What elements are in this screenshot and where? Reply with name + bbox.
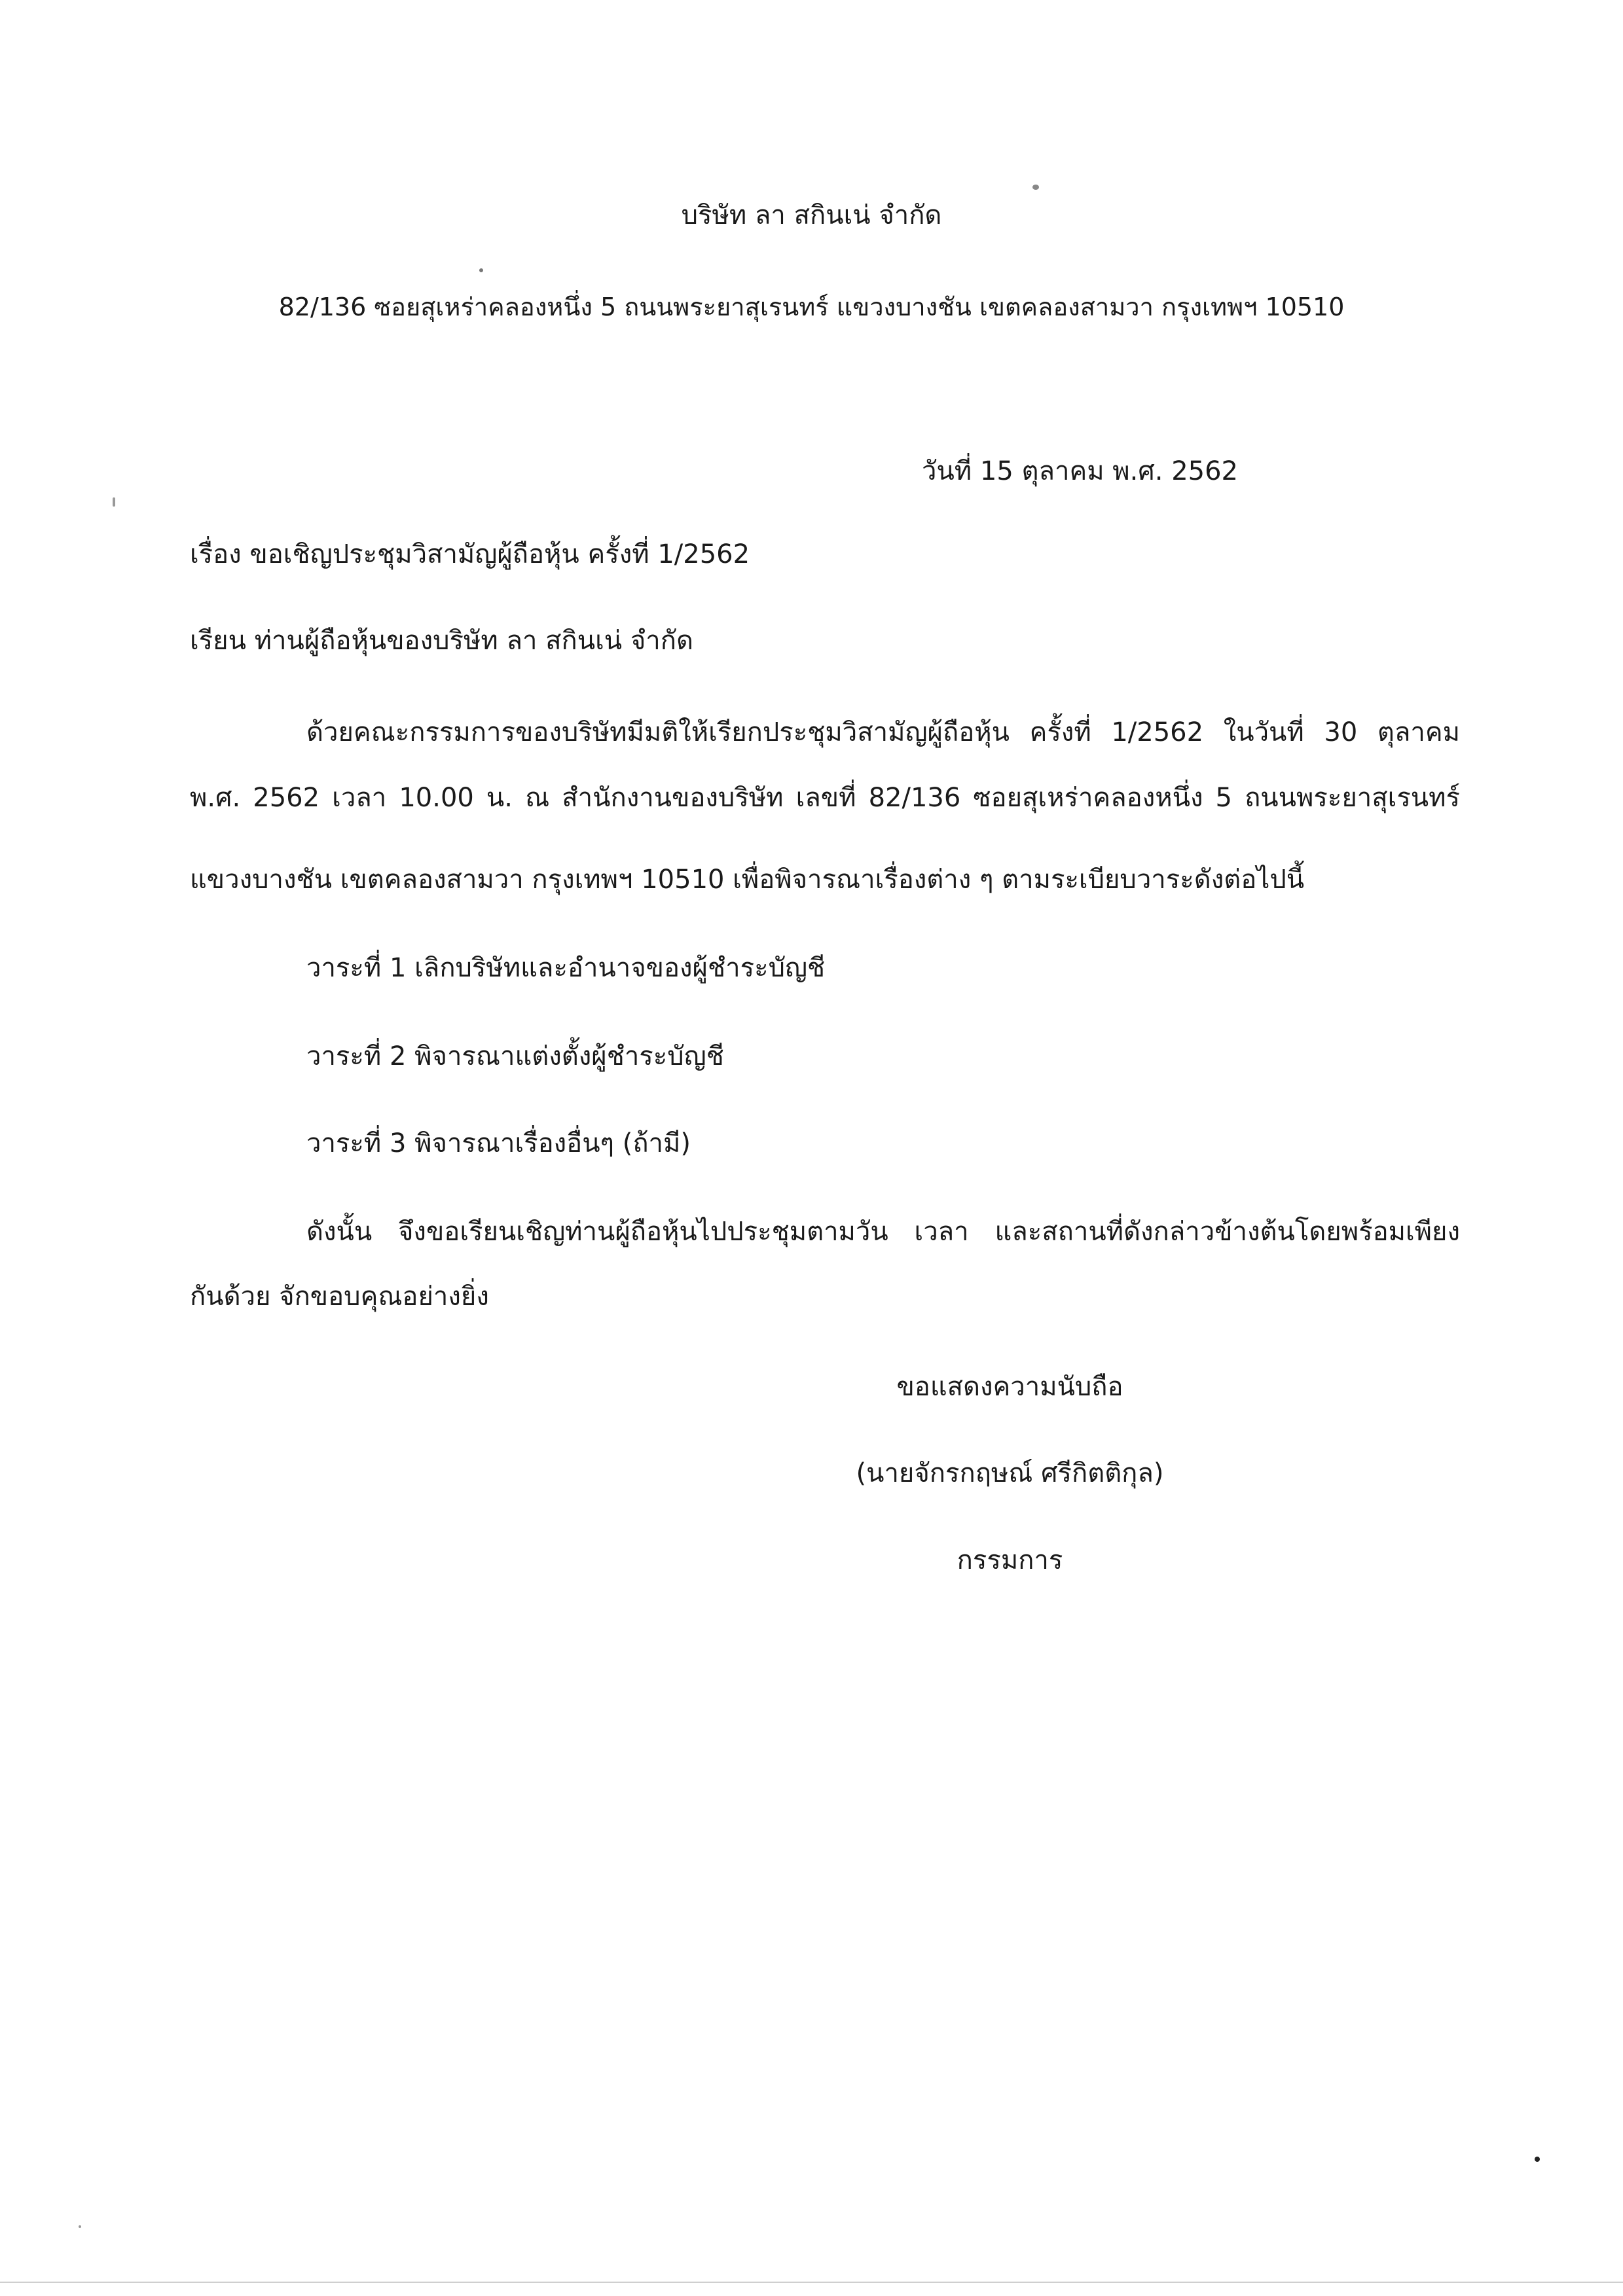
scan-speck: [113, 497, 115, 507]
agenda-item-2: วาระที่ 2 พิจารณาแต่งตั้งผู้ชำระบัญชี: [306, 1041, 724, 1071]
company-address: 82/136 ซอยสุเหร่าคลองหนึ่ง 5 ถนนพระยาสุเรนทร์ แขวงบางชัน เขตคลองสามวา กรุงเทพฯ 10510: [278, 293, 1345, 321]
agenda-item-3: วาระที่ 3 พิจารณาเรื่องอื่นๆ (ถ้ามี): [306, 1128, 691, 1158]
sign-off: ขอแสดงความนับถือ: [896, 1372, 1123, 1402]
signatory-name: (นายจักรกฤษณ์ ศรีกิตติกุล): [856, 1458, 1164, 1488]
closing-line-1: ดังนั้น จึงขอเรียนเชิญท่านผู้ถือหุ้นไปประชุมตามวัน เวลา และสถานที่ดังกล่าวข้างต้นโดยพร้อมเพียง: [306, 1217, 1460, 1247]
letter-subject: เรื่อง ขอเชิญประชุมวิสามัญผู้ถือหุ้น ครั้งที่ 1/2562: [190, 539, 750, 569]
signatory-position: กรรมการ: [957, 1545, 1063, 1575]
scan-speck: [1535, 2157, 1540, 2162]
scan-speck: [479, 268, 483, 272]
closing-line-2: กันด้วย จักขอบคุณอย่างยิ่ง: [190, 1282, 489, 1312]
scan-speck: [1032, 185, 1039, 190]
letter-recipient: เรียน ท่านผู้ถือหุ้นของบริษัท ลา สกินเน่ จำกัด: [190, 626, 693, 656]
body-line-3: แขวงบางชัน เขตคลองสามวา กรุงเทพฯ 10510 เพื่อพิจารณาเรื่องต่าง ๆ ตามระเบียบวาระดังต่อไปนี้: [190, 865, 1305, 895]
scan-bottom-edge: [0, 2282, 1623, 2283]
company-name: บริษัท ลา สกินเน่ จำกัด: [681, 200, 942, 230]
agenda-item-1: วาระที่ 1 เลิกบริษัทและอำนาจของผู้ชำระบัญชี: [306, 953, 826, 983]
body-line-1: ด้วยคณะกรรมการของบริษัทมีมติให้เรียกประชุมวิสามัญผู้ถือหุ้น ครั้งที่ 1/2562 ในวันที่ 30 ตุลาคม: [306, 717, 1460, 747]
scan-speck: [79, 2225, 81, 2228]
letter-date: วันที่ 15 ตุลาคม พ.ศ. 2562: [922, 456, 1238, 486]
body-line-2: พ.ศ. 2562 เวลา 10.00 น. ณ สำนักงานของบริษัท เลขที่ 82/136 ซอยสุเหร่าคลองหนึ่ง 5 ถนนพระยาสุเรนทร์: [190, 783, 1460, 813]
